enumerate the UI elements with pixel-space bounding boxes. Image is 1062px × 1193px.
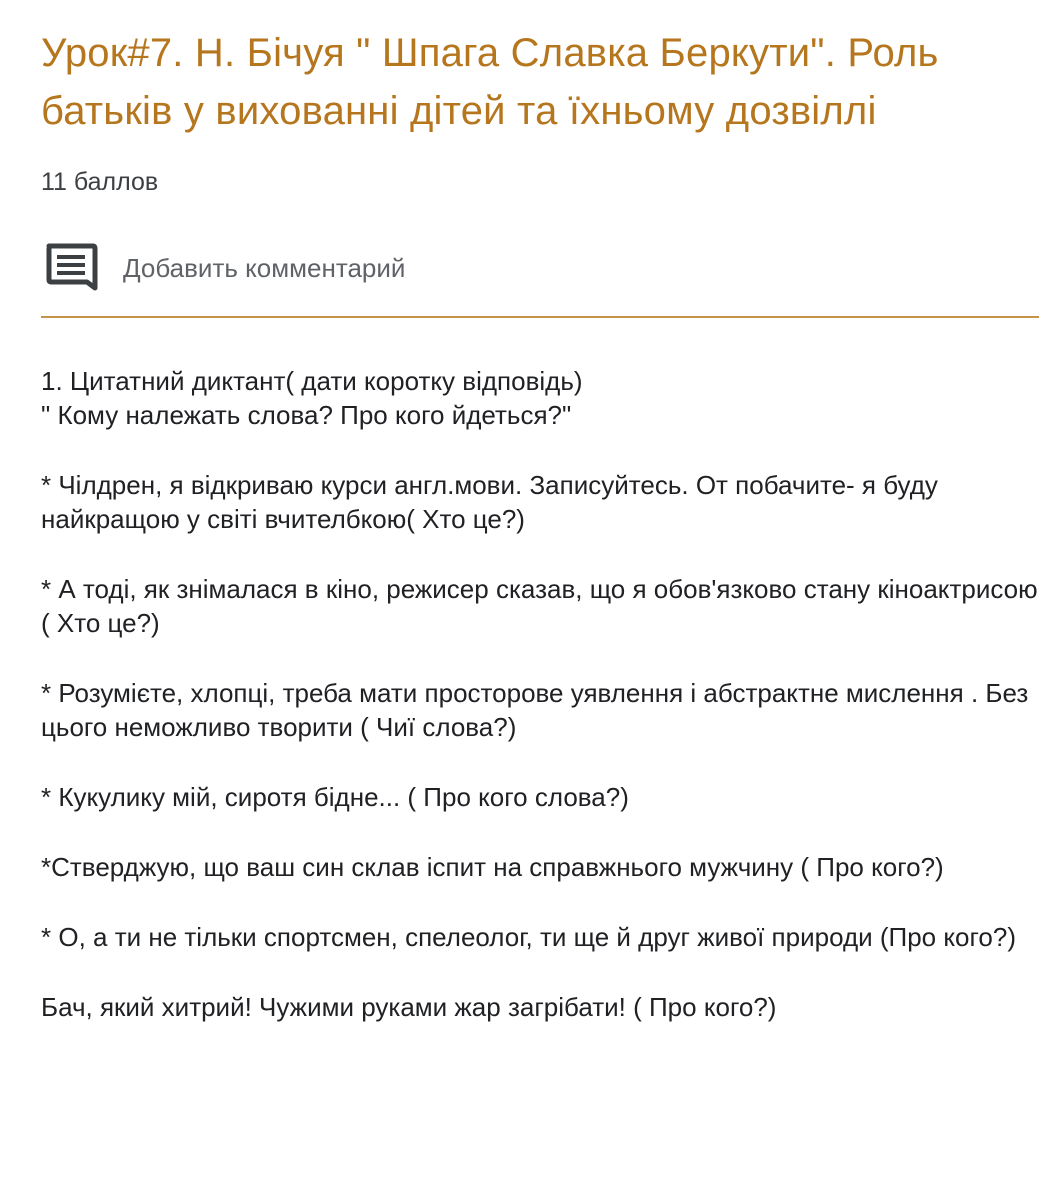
description-paragraph: * О, а ти не тільки спортсмен, спелеолог, ти ще й друг живої природи (Про кого?) (41, 922, 1016, 952)
description-paragraph: * Розумієте, хлопці, треба мати просторове уявлення і абстрактне мислення . Без цього неможливо творити ( Чиї слова?) (41, 678, 1036, 742)
add-comment-button[interactable] (41, 238, 1038, 298)
description-paragraph: * Кукулику мій, сиротя бідне... ( Про кого слова?) (41, 782, 629, 812)
description-paragraph: *Стверджую, що ваш син склав іспит на справжнього мужчину ( Про кого?) (41, 852, 944, 882)
assignment-title: Урок#7. Н. Бічуя " Шпага Славка Беркути". Роль батьків у вихованні дітей та їхньому дозвіллі (41, 31, 939, 133)
description-paragraph: * А тоді, як знімалася в кіно, режисер сказав, що я обов'язково стану кіноактрисою ( Хто це?) (41, 574, 1045, 638)
assignment-points: 11 баллов (41, 168, 159, 196)
divider (41, 316, 1039, 318)
description-paragraph: 1. Цитатний диктант( дати коротку відповідь) " Кому належать слова? Про кого йдеться?" (41, 366, 583, 430)
comment-icon (43, 240, 99, 296)
add-comment-label: Добавить комментарий (123, 253, 406, 283)
description-paragraph: * Чілдрен, я відкриваю курси англ.мови. Записуйтесь. От побачите- я буду найкращою у світі вчителбкою( Хто це?) (41, 470, 946, 534)
assignment-description (41, 364, 1045, 1024)
description-paragraph: Бач, який хитрий! Чужими руками жар загрібати! ( Про кого?) (41, 992, 777, 1022)
